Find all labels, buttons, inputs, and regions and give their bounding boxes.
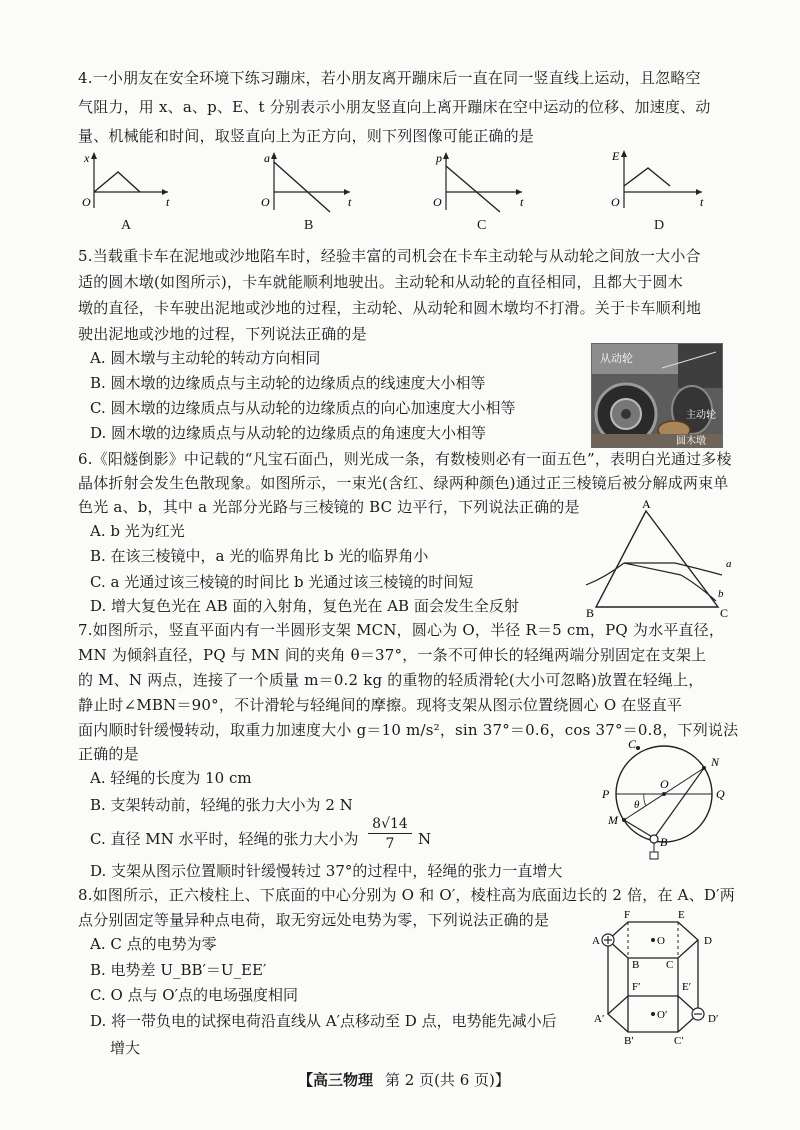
graph-a	[80, 148, 230, 214]
q7-option-c-unit: N	[418, 830, 432, 848]
ray-label-a: a	[726, 558, 732, 570]
fig8-label-e: E	[678, 909, 685, 921]
driving-wheel-label: 主动轮	[686, 410, 716, 421]
fig8-label-cp: C′	[674, 1035, 684, 1046]
q7-option-a: A. 轻绳的长度为 10 cm	[90, 769, 252, 787]
fig7-label-c: C	[628, 737, 637, 751]
graph-a-label: A	[121, 218, 132, 233]
fig7-label-b: B	[660, 835, 668, 849]
q7-option-c: C. 直径 MN 水平时，轻绳的张力大小为	[90, 830, 359, 848]
q7-line-6: 正确的是	[78, 745, 139, 763]
graph-d-axis: E	[612, 149, 620, 163]
q8-option-b: B. 电势差 U_BB′＝U_EE′	[90, 961, 267, 979]
q6-option-a: A. b 光为红光	[90, 522, 185, 540]
driven-wheel-label: 从动轮	[600, 352, 633, 365]
q5-line-1: 5.当载重卡车在泥地或沙地陷车时，经验丰富的司机会在卡车主动轮与从动轮之间放一大小合	[78, 247, 701, 265]
log-label: 圆木墩	[676, 436, 706, 447]
graph-c-axis: p	[436, 151, 442, 165]
hexagonal-prism-figure	[590, 906, 740, 1046]
graph-c-label: C	[477, 218, 487, 233]
q7-line-5: 面内顺时针缓慢转动，取重力加速度大小 g＝10 m/s²，sin 37°＝0.6，cos 37°＝0.8，下列说法	[78, 721, 739, 739]
q7-option-c-numerator: 8√14	[368, 816, 412, 834]
q8-option-d-line-2: 增大	[110, 1039, 141, 1057]
fig8-label-c: C	[666, 959, 674, 971]
q8-line-1: 8.如图所示，正六棱柱上、下底面的中心分别为 O 和 O′，棱柱高为底面边长的 2 倍，在 A、D′两	[78, 886, 735, 904]
graph-b-t: t	[348, 195, 352, 209]
fig7-label-p: P	[602, 787, 610, 801]
q6-line-1: 6.《阳燧倒影》中记载的“凡宝石面凸，则光成一条，有数棱则必有一面五色”，表明白光通过多棱	[78, 450, 732, 468]
q5-line-3: 墩的直径，卡车驶出泥地或沙地的过程，主动轮、从动轮和圆木墩均不打滑。关于卡车顺利地	[78, 299, 702, 317]
graph-b-axis: a	[264, 151, 270, 165]
fig8-label-f: F	[624, 909, 631, 921]
prism-label-c: C	[720, 606, 729, 619]
q6-line-3: 色光 a、b，其中 a 光部分光路与三棱镜的 BC 边平行，下列说法正确的是	[78, 498, 580, 516]
fig8-label-fp: F′	[632, 981, 641, 993]
q7-option-d: D. 支架从图示位置顺时针缓慢转过 37°的过程中，轻绳的张力一直增大	[90, 862, 563, 880]
fig7-label-theta: θ	[634, 799, 640, 811]
q7-line-3: 的 M、N 两点，连接了一个质量 m＝0.2 kg 的重物的轻质滑轮(大小可忽略)放置在轻绳上，	[78, 671, 704, 689]
graph-c	[430, 148, 580, 214]
fig8-label-dp: D′	[708, 1013, 719, 1025]
fig8-label-o: O	[657, 935, 665, 947]
q5-option-d: D. 圆木墩的边缘质点与从动轮的边缘质点的角速度大小相等	[90, 424, 487, 442]
graph-d-origin: O	[611, 195, 620, 209]
q7-line-2: MN 为倾斜直径，PQ 与 MN 间的夹角 θ＝37°，一条不可伸长的轻绳两端分别固定在支架上	[78, 646, 707, 664]
fig7-label-o: O	[660, 777, 669, 791]
graph-d	[606, 146, 756, 214]
fig8-label-ap: A′	[594, 1013, 605, 1025]
graph-b-label: B	[304, 218, 314, 233]
footer-page-number: 第 2 页(共 6 页)】	[385, 1071, 510, 1089]
prism-label-a: A	[642, 497, 651, 511]
footer-subject: 【高三物理	[298, 1071, 374, 1089]
q5-line-4: 驶出泥地或沙地的过程，下列说法正确的是	[78, 325, 367, 343]
q8-option-a: A. C 点的电势为零	[90, 935, 217, 953]
q6-line-2: 晶体折射会发生色散现象。如图所示，一束光(含红、绿两种颜色)通过正三棱镜后被分解成两束单	[78, 474, 729, 492]
q7-option-c-denominator: 7	[385, 836, 395, 852]
truck-photo	[591, 343, 723, 448]
graph-a-axis: x	[84, 151, 90, 165]
fig8-label-op: O′	[657, 1009, 668, 1021]
fig8-label-bp: B′	[624, 1035, 634, 1046]
graph-b-origin: O	[261, 195, 270, 209]
fig7-label-m: M	[608, 813, 618, 827]
prism-figure	[580, 497, 740, 619]
fig8-label-d: D	[704, 935, 712, 947]
q4-line-2: 气阻力，用 x、a、p、E、t 分别表示小朋友竖直向上离开蹦床在空中运动的位移、加速度、动	[78, 98, 711, 116]
fig8-label-b: B	[632, 959, 640, 971]
graph-c-origin: O	[433, 195, 442, 209]
graph-a-t: t	[166, 195, 170, 209]
q8-option-d-line-1: D. 将一带负电的试探电荷沿直线从 A′点移动至 D 点，电势能先减小后	[90, 1012, 557, 1030]
q5-option-b: B. 圆木墩的边缘质点与主动轮的边缘质点的线速度大小相等	[90, 374, 486, 392]
q4-line-1: 4.一小朋友在安全环境下练习蹦床，若小朋友离开蹦床后一直在同一竖直线上运动，且忽略空	[78, 69, 701, 87]
fig7-label-q: Q	[716, 787, 725, 801]
q5-line-2: 适的圆木墩(如图所示)，卡车就能顺利地驶出。主动轮和从动轮的直径相同，且都大于圆木	[78, 273, 683, 291]
fig7-label-n: N	[711, 755, 720, 769]
fig8-label-ep: E′	[682, 981, 692, 993]
q5-option-a: A. 圆木墩与主动轮的转动方向相同	[90, 349, 321, 367]
q8-option-c: C. O 点与 O′点的电场强度相同	[90, 986, 299, 1004]
q6-option-d: D. 增大复色光在 AB 面的入射角，复色光在 AB 面会发生全反射	[90, 597, 519, 615]
graph-c-t: t	[520, 195, 524, 209]
graph-d-label: D	[654, 218, 665, 233]
fig8-label-a: A	[592, 935, 600, 947]
graph-a-origin: O	[82, 195, 91, 209]
graph-d-t: t	[700, 195, 704, 209]
q7-line-1: 7.如图所示，竖直平面内有一半圆形支架 MCN，圆心为 O，半径 R＝5 cm，PQ 为水平直径，	[78, 621, 725, 639]
q6-option-c: C. a 光通过该三棱镜的时间比 b 光通过该三棱镜的时间短	[90, 573, 474, 591]
graph-b	[258, 148, 408, 214]
ray-label-b: b	[718, 588, 724, 600]
q6-option-b: B. 在该三棱镜中，a 光的临界角比 b 光的临界角小	[90, 547, 429, 565]
q5-option-c: C. 圆木墩的边缘质点与从动轮的边缘质点的向心加速度大小相等	[90, 399, 516, 417]
bracket-figure	[596, 736, 746, 866]
q7-line-4: 静止时∠MBN＝90°，不计滑轮与轻绳间的摩擦。现将支架从图示位置绕圆心 O 在竖直平	[78, 696, 683, 714]
q8-line-2: 点分别固定等量异种点电荷，取无穷远处电势为零，下列说法正确的是	[78, 911, 550, 929]
q7-option-b: B. 支架转动前，轻绳的张力大小为 2 N	[90, 796, 353, 814]
prism-label-b: B	[586, 606, 595, 619]
q4-line-3: 量、机械能和时间，取竖直向上为正方向，则下列图像可能正确的是	[78, 127, 535, 145]
